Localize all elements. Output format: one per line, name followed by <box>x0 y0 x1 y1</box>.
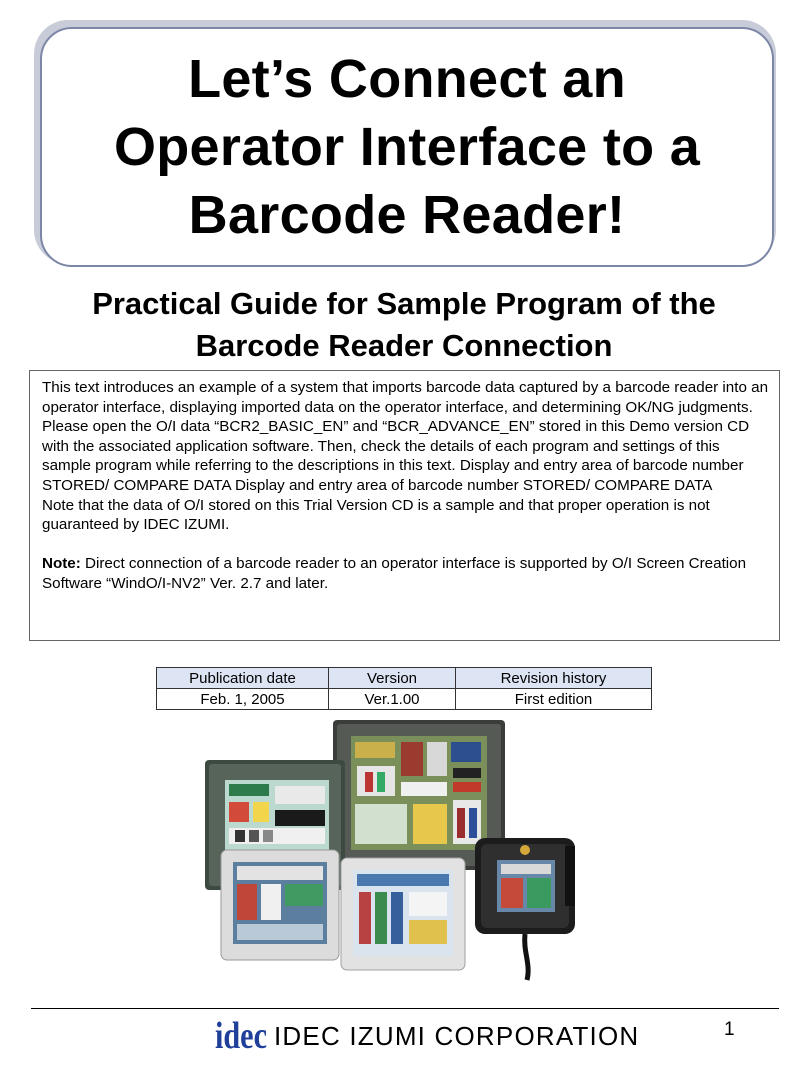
footer-rule <box>31 1008 779 1009</box>
cell-publication-date: Feb. 1, 2005 <box>157 689 329 710</box>
cell-version: Ver.1.00 <box>329 689 456 710</box>
paragraph-gap <box>42 535 769 555</box>
header-publication-date: Publication date <box>157 668 329 689</box>
cell-revision-history: First edition <box>456 689 652 710</box>
note-text: Direct connection of a barcode reader to an operator interface is supported by O/I Screen Creation Software “WindO/I-NV2” Ver. 2.7 and later. <box>42 555 747 592</box>
header-revision-history: Revision history <box>456 668 652 689</box>
title-banner <box>40 27 774 267</box>
table-row <box>157 689 652 710</box>
publication-table <box>156 667 652 710</box>
header-version: Version <box>329 668 456 689</box>
operator-interface-product-photo <box>205 720 595 980</box>
intro-paragraph-3: Note that the data of O/I stored on this Trial Version CD is a sample and that proper operation is not guaranteed by IDEC IZUMI. <box>42 496 710 534</box>
title-line-3: Barcode Reader! <box>188 185 626 245</box>
intro-box <box>29 370 780 641</box>
table-header-row <box>157 668 652 689</box>
idec-logo <box>215 1014 267 1057</box>
document-title <box>114 45 700 249</box>
intro-note <box>42 554 769 593</box>
subtitle-line-2: Barcode Reader Connection <box>195 328 613 363</box>
title-line-1: Let’s Connect an <box>188 49 626 109</box>
page-number: 1 <box>724 1019 735 1040</box>
note-label: Note: <box>42 555 81 573</box>
title-line-2: Operator Interface to a <box>113 117 701 177</box>
handheld-operator-interface <box>475 838 575 980</box>
intro-paragraph-1: This text introduces an example of a system that imports barcode data captured by a barcode reader into an operator interface, displaying imported data on the operator interface, and determining OK/NG judgments. <box>42 379 769 416</box>
document-subtitle <box>0 283 808 367</box>
small-white-operator-interface <box>221 850 339 960</box>
idec-logo-text: idec <box>215 1015 267 1057</box>
intro-paragraph-2: Please open the O/I data “BCR2_BASIC_EN” and “BCR_ADVANCE_EN” stored in this Demo version CD with the associated application software. Then, check the details of each program and settings of this sample program while referring to the descriptions in this text. Display and entry area of barcode number STORED/ COMPARE DATA Display and entry area of barcode number STORED/ COMPARE DATA <box>42 418 750 494</box>
company-name: IDEC IZUMI CORPORATION <box>274 1021 640 1051</box>
center-white-operator-interface <box>341 858 465 970</box>
subtitle-line-1: Practical Guide for Sample Program of the <box>92 286 716 321</box>
